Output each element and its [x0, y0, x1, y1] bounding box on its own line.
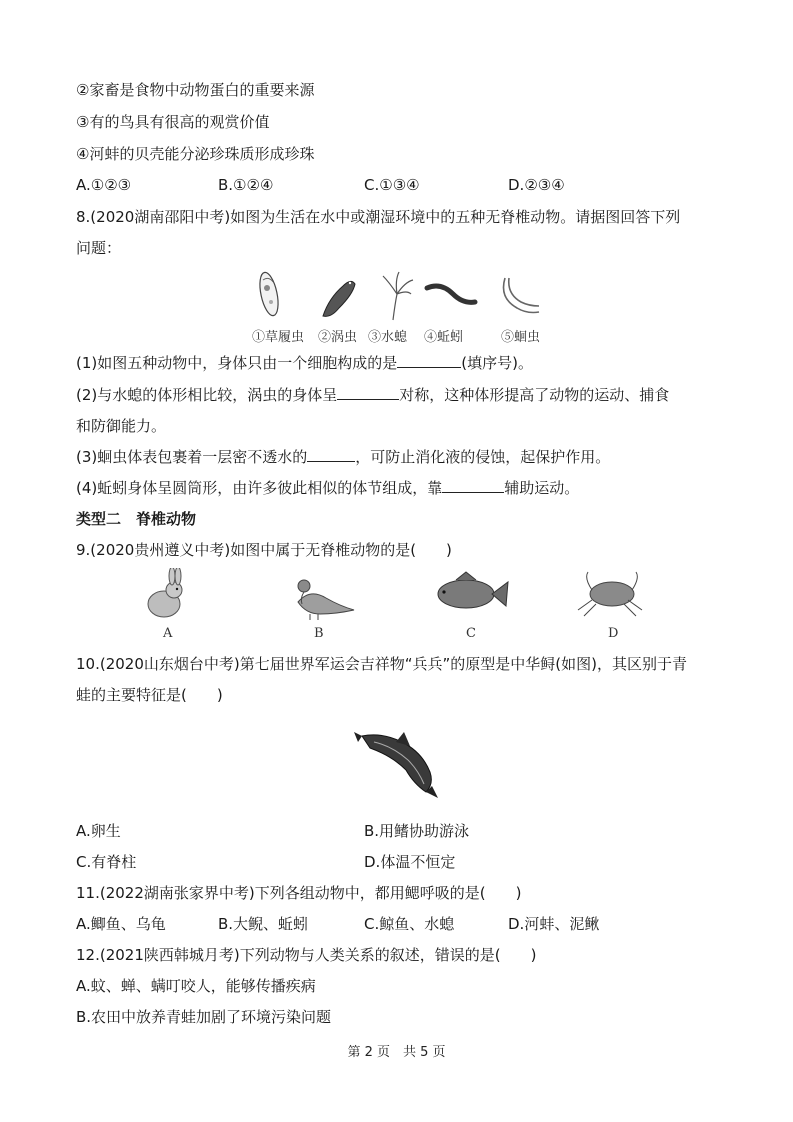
q10-option-b: B.用鳍协助游泳: [364, 822, 470, 840]
q7-statement-2: ②家畜是食物中动物蛋白的重要来源: [76, 81, 315, 99]
q10-option-a: A.卵生: [76, 822, 121, 840]
caption-c: C: [466, 626, 476, 641]
rabbit-illustration: [148, 568, 182, 617]
q8-sub2-cont: 和防御能力。: [76, 417, 167, 435]
sturgeon-illustration: [352, 722, 444, 802]
q10-option-d: D.体温不恒定: [364, 853, 456, 871]
q8-sub2: (2)与水螅的体形相比较，涡虫的身体呈 对称，这种体形提高了动物的运动、捕食: [76, 386, 670, 404]
q9-figure: [140, 568, 660, 624]
q7-option-d: D.②③④: [508, 176, 565, 194]
crab-illustration: [578, 572, 642, 616]
caption-b: B: [314, 626, 324, 641]
q12-stem: 12.(2021陕西韩城月考)下列动物与人类关系的叙述，错误的是( ): [76, 946, 537, 964]
q12-option-a: A.蚊、蝉、螨叮咬人，能够传播疾病: [76, 977, 316, 995]
q11-option-a: A.鲫鱼、乌龟: [76, 915, 166, 933]
section-title: 类型二 脊椎动物: [76, 510, 197, 528]
q8-sub3: (3)蛔虫体表包裹着一层密不透水的 ，可防止消化液的侵蚀，起保护作用。: [76, 448, 611, 466]
q10-stem: 10.(2020山东烟台中考)第七届世界军运会吉祥物“兵兵”的原型是中华鲟(如图)，其区别于青: [76, 655, 687, 673]
page-number: 第 2 页 共 5 页: [347, 1045, 446, 1060]
caption-d: D: [608, 626, 619, 641]
hydra-illustration: [383, 272, 413, 320]
paramecium-illustration: [257, 271, 282, 317]
q7-option-b: B.①②④: [218, 176, 274, 194]
q8-stem: 8.(2020湖南邵阳中考)如图为生活在水中或潮湿环境中的五种无脊椎动物。请据图回答下列: [76, 208, 681, 226]
caption-a: A: [163, 626, 173, 641]
q10-option-c: C.有脊柱: [76, 853, 137, 871]
q8-figure: [255, 268, 545, 324]
roundworm-illustration: [504, 278, 540, 313]
q9-stem: 9.(2020贵州遵义中考)如图中属于无脊椎动物的是( ): [76, 541, 452, 559]
q8-stem-cont: 问题：: [76, 239, 122, 257]
q8-sub4: (4)蚯蚓身体呈圆筒形，由许多彼此相似的体节组成，靠 辅助运动。: [76, 479, 580, 497]
q10-stem-cont: 蛙的主要特征是( ): [76, 686, 223, 704]
q7-statement-4: ④河蚌的贝壳能分泌珍珠质形成珍珠: [76, 145, 315, 163]
answer-blank[interactable]: [442, 478, 504, 493]
q11-stem: 11.(2022湖南张家界中考)下列各组动物中，都用鳃呼吸的是( ): [76, 884, 522, 902]
caption-roundworm: ⑤蛔虫: [501, 330, 541, 345]
q11-option-c: C.鲸鱼、水螅: [364, 915, 455, 933]
q11-option-b: B.大鲵、蚯蚓: [218, 915, 309, 933]
q7-statement-3: ③有的鸟具有很高的观赏价值: [76, 113, 270, 131]
earthworm-illustration: [427, 286, 475, 302]
q11-option-d: D.河蚌、泥鳅: [508, 915, 600, 933]
caption-hydra: ③水螅: [368, 330, 408, 345]
caption-earthworm: ④蚯蚓: [424, 330, 464, 345]
q7-option-c: C.①③④: [364, 176, 420, 194]
pigeon-illustration: [298, 580, 354, 620]
caption-planarian: ②涡虫: [318, 330, 358, 345]
q12-option-b: B.农田中放养青蛙加剧了环境污染问题: [76, 1008, 332, 1026]
q7-option-a: A.①②③: [76, 176, 132, 194]
answer-blank[interactable]: [337, 385, 399, 400]
answer-blank[interactable]: [307, 447, 355, 462]
q8-sub1: (1)如图五种动物中，身体只由一个细胞构成的是 (填序号)。: [76, 354, 533, 372]
carp-illustration: [438, 572, 508, 608]
answer-blank[interactable]: [397, 353, 461, 368]
caption-paramecium: ①草履虫: [252, 330, 305, 345]
planarian-illustration: [323, 281, 355, 316]
